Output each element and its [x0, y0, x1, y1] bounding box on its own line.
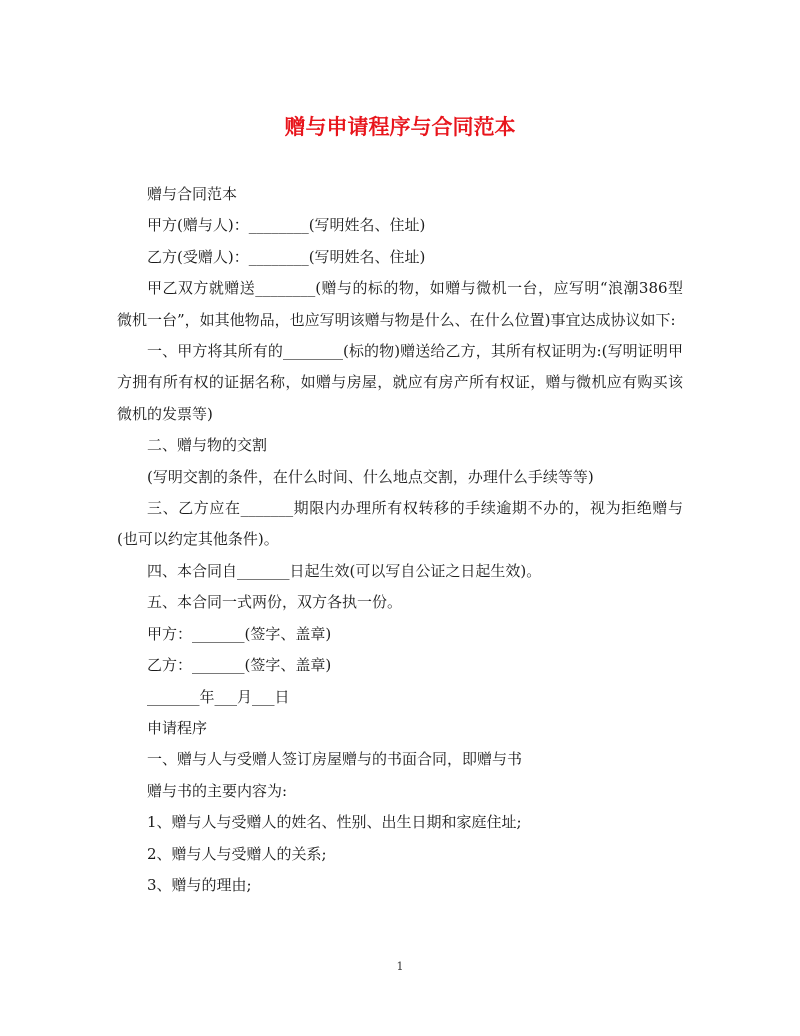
agreement-intro: 甲乙双方就赠送________(赠与的标的物，如赠与微机一台，应写明“浪潮386型微机一台”，如其他物品，也应写明该赠与物是什么、在什么位置)事宜达成协议如下: [117, 279, 683, 329]
clause-3: 三、乙方应在_______期限内办理所有权转移的手续逾期不办的，视为拒绝赠与(也可以约定其他条件)。 [117, 499, 683, 549]
clause-2-body: (写明交割的条件，在什么时间、什么地点交割，办理什么手续等等) [147, 467, 594, 486]
clause-5: 五、本合同一式两份，双方各执一份。 [147, 593, 403, 612]
clause-4: 四、本合同自_______日起生效(可以写自公证之日起生效)。 [147, 561, 542, 580]
procedure-step-1: 一、赠与人与受赠人签订房屋赠与的书面合同，即赠与书 [147, 750, 523, 769]
clause-2-heading: 二、赠与物的交割 [147, 436, 268, 455]
signature-party-a: 甲方：_______(签字、盖章) [147, 624, 332, 643]
party-b-line: 乙方(受赠人)：________(写明姓名、住址) [147, 247, 426, 266]
section-heading-procedure: 申请程序 [147, 718, 208, 737]
procedure-contents-intro: 赠与书的主要内容为: [147, 781, 288, 800]
section-heading-contract: 赠与合同范本 [147, 185, 238, 203]
procedure-item-1: 1、赠与人与受赠人的姓名、性别、出生日期和家庭住址; [147, 813, 522, 832]
document-body [117, 179, 683, 901]
signature-party-b: 乙方：_______(签字、盖章) [147, 656, 332, 675]
procedure-item-3: 3、赠与的理由; [147, 875, 252, 894]
date-line: _______年___月___日 [147, 687, 290, 706]
procedure-item-2: 2、赠与人与受赠人的关系; [147, 844, 327, 863]
page-title: 赠与申请程序与合同范本 [284, 114, 516, 139]
party-a-line: 甲方(赠与人)：________(写明姓名、住址) [147, 216, 426, 235]
clause-1: 一、甲方将其所有的________(标的物)赠送给乙方，其所有权证明为:(写明证明甲方拥有所有权的证据名称，如赠与房屋，就应有房产所有权证，赠与微机应有购买该微机的发票等) [117, 342, 683, 423]
page-number: 1 [396, 960, 404, 973]
